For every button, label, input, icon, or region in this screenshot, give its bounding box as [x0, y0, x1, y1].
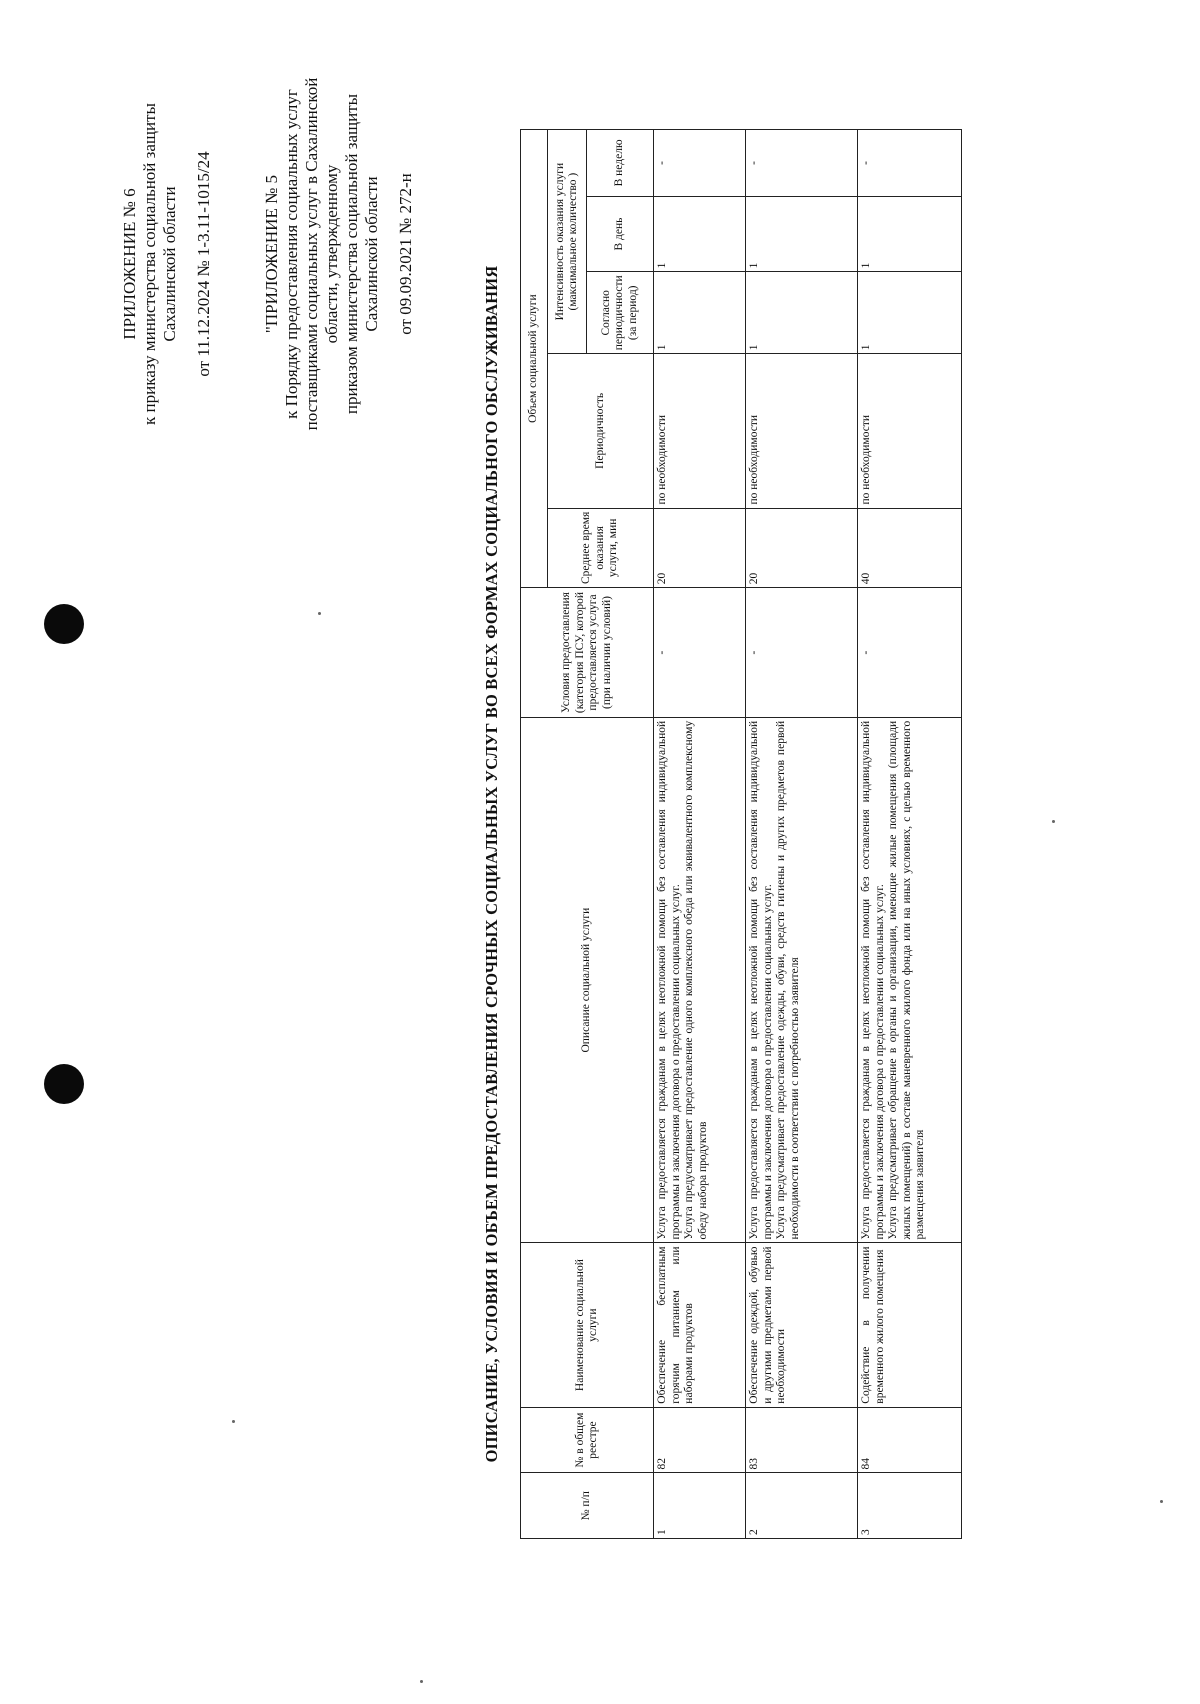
col-header-description: Описание социальной услуги	[521, 717, 654, 1243]
service-description: Услуга предоставляется гражданам в целях неотложной помощи без составления индивидуальной программы и заключения договора о предоставлении социальных услуг. Услуга предусматривает обращение в органы и организации, имеющие жилые помещения (площади жилых помещений) в составе маневренного жилого фонда или на иных условиях, с целью временного размещения заявителя	[858, 717, 962, 1243]
col-header-avg-time: Среднее время оказания услуги, мин	[548, 508, 654, 588]
col-header-per-day: В день	[587, 196, 654, 272]
service-name: Обеспечение бесплатным горячим питанием или наборами продуктов	[654, 1243, 746, 1407]
col-header-volume: Объем социальной услуги	[521, 130, 548, 588]
appendix-number: ПРИЛОЖЕНИЕ № 6	[120, 188, 139, 340]
col-header-num: № п/п	[521, 1473, 654, 1539]
col-header-conditions: Условия предоставления (категория ПСУ, которой предоставляется услуга (при наличии условий)	[521, 588, 654, 718]
appendix-header-previous: "ПРИЛОЖЕНИЕ № 5 к Порядку предоставления социальных услуг поставщиками социальных услуг в Сахалинской области, утвержденному приказом министерства социальной защиты Сахалинской области от 09.09.2021 № 272-н	[262, 74, 416, 434]
service-name: Обеспечение одеждой, обувью и другими предметами первой необходимости	[746, 1243, 858, 1407]
service-description: Услуга предоставляется гражданам в целях неотложной помощи без составления индивидуальной программы и заключения договора о предоставлении социальных услуг. Услуга предусматривает предоставление одного комплексного обеда или эквивалентного комплексному обеду набора продуктов	[654, 717, 746, 1243]
col-header-per-week: В неделю	[587, 130, 654, 197]
col-header-registry: № в общем реестре	[521, 1407, 654, 1473]
table-row: 3 84 Содействие в получении временного жилого помещения Услуга предоставляется гражданам в целях неотложной помощи без составления индивидуальной программы и заключения договора о предоставлении социальных услуг. Услуга предусматривает обращение в органы и организации, имеющие жилые помещения (площади жилых помещений) в составе маневренного жилого фонда или на иных условиях, с целью временного размещения заявителя - 40 по необходимости 1 1 -	[858, 130, 962, 1539]
order-date: от 09.09.2021 № 272-н	[396, 173, 415, 335]
col-header-per-period: Согласно периодичности (за период)	[587, 272, 654, 354]
appendix-header: ПРИЛОЖЕНИЕ № 6 к приказу министерства социальной защиты Сахалинской области от 11.12.2024 № 1-3.11-1015/24	[120, 84, 214, 444]
service-description: Услуга предоставляется гражданам в целях неотложной помощи без составления индивидуальной программы и заключения договора о предоставлении социальных услуг. Услуга предусматривает предоставление одежды, обуви, средств гигиены и других предметов первой необходимости в соответствии с потребностью заявителя	[746, 717, 858, 1243]
col-header-periodicity: Периодичность	[548, 354, 654, 508]
service-name: Содействие в получении временного жилого помещения	[858, 1243, 962, 1407]
document-title: ОПИСАНИЕ, УСЛОВИЯ И ОБЪЕМ ПРЕДОСТАВЛЕНИЯ СРОЧНЫХ СОЦИАЛЬНЫХ УСЛУГ ВО ВСЕХ ФОРМАХ СОЦИАЛЬНОГО ОБСЛУЖИВАНИЯ	[482, 265, 501, 1463]
table-row: 2 83 Обеспечение одеждой, обувью и другими предметами первой необходимости Услуга предоставляется гражданам в целях неотложной помощи без составления индивидуальной программы и заключения договора о предоставлении социальных услуг. Услуга предусматривает предоставление одежды, обуви, средств гигиены и других предметов первой необходимости в соответствии с потребностью заявителя - 20 по необходимости 1 1 -	[746, 130, 858, 1539]
col-header-intensity: Интенсивность оказания услуги (максимальное количество )	[548, 130, 587, 354]
order-date: от 11.12.2024 № 1-3.11-1015/24	[194, 151, 213, 377]
table-row: 1 82 Обеспечение бесплатным горячим питанием или наборами продуктов Услуга предоставляется гражданам в целях неотложной помощи без составления индивидуальной программы и заключения договора о предоставлении социальных услуг. Услуга предусматривает предоставление одного комплексного обеда или эквивалентного комплексному обеду набора продуктов - 20 по необходимости 1 1 -	[654, 130, 746, 1539]
col-header-name: Наименование социальной услуги	[521, 1243, 654, 1407]
services-table	[520, 129, 962, 1539]
